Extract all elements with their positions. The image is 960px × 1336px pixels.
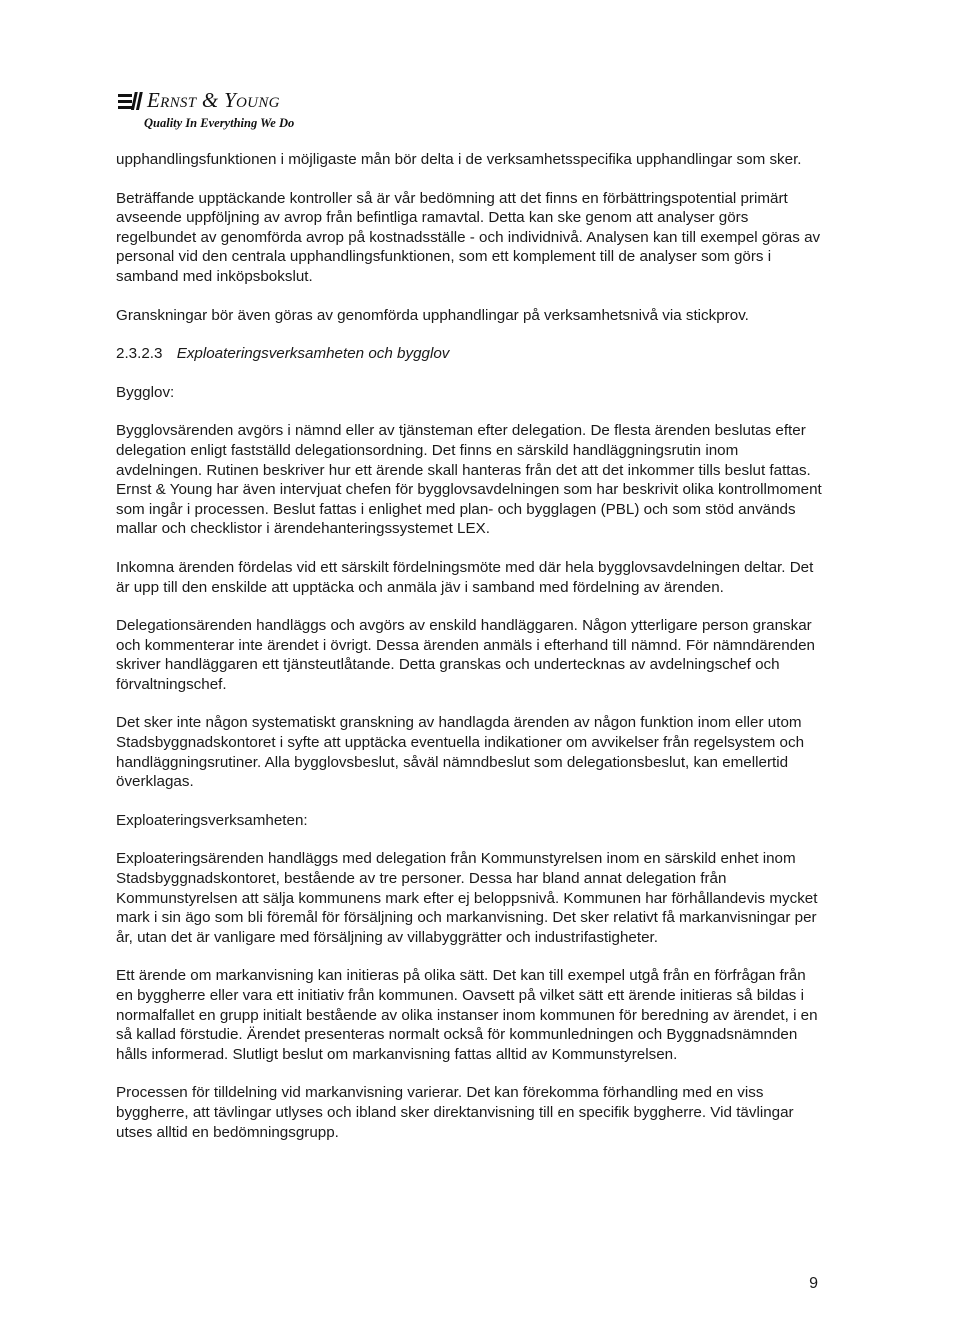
subheading: Bygglov: [116, 383, 175, 401]
logo-tagline: Quality In Everything We Do [144, 116, 295, 130]
paragraph: Beträffande upptäckande kontroller så är vår bedömning att det finns en förbättringspotential primärt avseende uppföljning av avrop från befintliga ramavtal. Detta kan ske genom att analyser görs regelbundet av genomförda avrop på kostnadsställe - och individnivå. Analysen kan till exempel göras av personal vid den centrala upphandlingsfunktionen, som ett komplement till de analyser som görs i samband med inköpsbokslut. [116, 189, 821, 285]
section-heading [116, 344, 826, 364]
logo-name: Ernst & Young [147, 88, 280, 112]
paragraph: upphandlingsfunktionen i möjligaste mån bör delta i de verksamhetsspecifika upphandlingar som sker. [116, 151, 802, 168]
paragraph: Inkomna ärenden fördelas vid ett särskilt fördelningsmöte med där hela bygglovsavdelningen deltar. Det är upp till den enskilde att upptäcka och anmäla jäv i samband med fördelning av ärenden. [116, 558, 814, 596]
document-body [116, 150, 826, 1161]
paragraph: Det sker inte någon systematiskt granskning av handlagda ärenden av någon funktion inom eller utom Stadsbyggnadskontoret i syfte att upptäcka eventuella indikationer om avvikelser från regelsystem och handläggningsrutiner. Alla bygglovsbeslut, såväl nämndbeslut som delegationsbeslut, kan emellertid överklagas. [116, 714, 805, 791]
paragraph: Processen för tilldelning vid markanvisning varierar. Det kan förekomma förhandling med en viss byggherre, att tävlingar utlyses och ibland sker direktanvisning till en specifik byggherre. Vid tävlingar utses alltid en bedömningsgrupp. [116, 1084, 794, 1141]
ey-logo-icon [117, 91, 143, 111]
page-number: 9 [809, 1275, 818, 1292]
section-number: 2.3.2.3 [116, 345, 163, 363]
company-logo [117, 88, 294, 131]
subheading: Exploateringsverksamheten: [116, 811, 308, 829]
paragraph: Granskningar bör även göras av genomförda upphandlingar på verksamhetsnivå via stickprov. [116, 306, 749, 324]
paragraph: Bygglovsärenden avgörs i nämnd eller av tjänsteman efter delegation. De flesta ärenden beslutas efter delegation enligt fastställd delegationsordning. Det finns en särskild handläggningsrutin inom avdelningen. Rutinen beskriver hur ett ärende skall hanteras från det att det inkommer tills beslut fattas. Ernst & Young har även intervjuat chefen för bygglovsavdelningen som har beskrivit olika kontrollmoment som ingår i processen. Beslut fattas i enlighet med plan- och bygglagen (PBL) och som stöd används mallar och checklistor i ärendehanteringssystemet LEX. [116, 422, 822, 538]
paragraph: Delegationsärenden handläggs och avgörs av enskild handläggaren. Någon ytterligare person granskar och kommenterar inte ärendet i övrigt. Dessa ärenden anmäls i efterhand till nämnd. För nämndärenden skriver handläggaren ett tjänsteutlåtande. Detta granskas och undertecknas av avdelningschef och förvaltningschef. [116, 617, 816, 693]
paragraph: Exploateringsärenden handläggs med delegation från Kommunstyrelsen inom en särskild enhet inom Stadsbyggnadskontoret, bestående av tre personer. Dessa har bland annat delegation från Kommunstyrelsen att sälja kommunens mark efter ej beloppsnivå. Kommunen har förhållandevis mycket mark i sin ägo som bli föremål för försäljning och markanvisning. Det sker relativt få markanvisningar per år, utan det är vanligare med försäljning av villabyggrätter och industrifastigheter. [116, 850, 818, 946]
section-title: Exploateringsverksamheten och bygglov [176, 345, 450, 363]
paragraph: Ett ärende om markanvisning kan initieras på olika sätt. Det kan till exempel utgå från en förfrågan från en byggherre eller vara ett initiativ från kommunen. Oavsett på vilket sätt ett ärende initieras så bildas i normalfallet en grupp initialt bestående av olika instanser inom kommunen för beredning av ärendet, i en så kallad förstudie. Ärendet presenteras normalt också för kommunledningen och Byggnadsnämnden hålls informerad. Slutligt beslut om markanvisning fattas alltid av Kommunstyrelsen. [116, 967, 818, 1063]
